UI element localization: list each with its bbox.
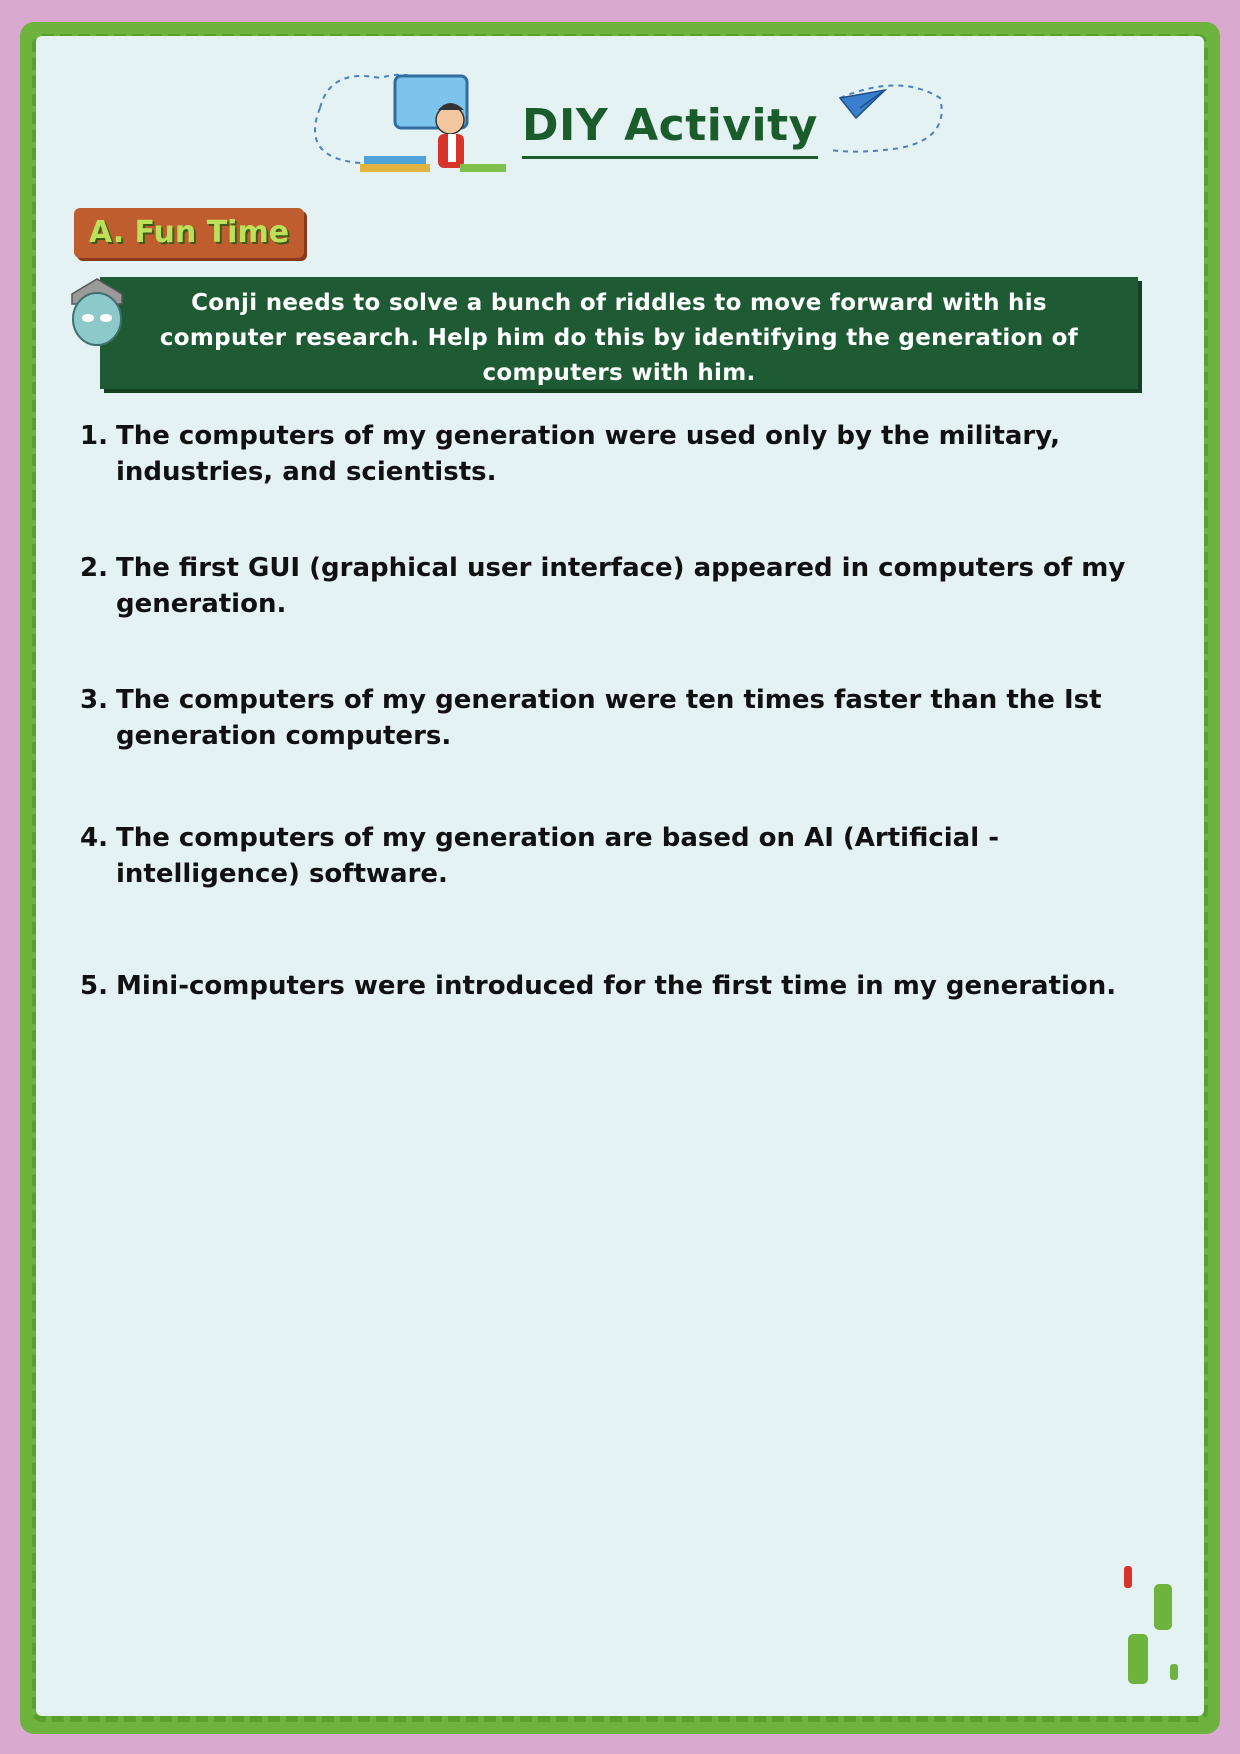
instruction-banner (100, 277, 1138, 389)
book-icon-2 (364, 156, 426, 164)
character-shirt (448, 134, 456, 162)
character-head (436, 106, 464, 134)
dashed-arc-right (830, 86, 942, 152)
item-text: The first GUI (graphical user interface) appeared in computers of my generation. (116, 553, 1126, 619)
book-icon-3 (460, 164, 506, 172)
section-label-text: A. Fun Time (88, 215, 290, 250)
robot-mascot-icon (62, 274, 132, 354)
item-text: The computers of my generation were used only by the military, industries, and scientists. (116, 421, 1061, 487)
list-item (80, 550, 1160, 622)
item-number: 1. (80, 421, 108, 451)
item-number: 4. (80, 823, 108, 853)
list-item (80, 682, 1160, 754)
page-title: DIY Activity (522, 102, 818, 159)
item-text: The computers of my generation are based on AI (Artificial - intelligence) software. (116, 823, 999, 889)
list-item (80, 820, 1160, 892)
item-number: 3. (80, 685, 108, 715)
item-text: The computers of my generation were ten times faster than the Ist generation computers. (116, 685, 1102, 751)
item-number: 2. (80, 553, 108, 583)
book-icon (360, 164, 430, 172)
instruction-text: Conji needs to solve a bunch of riddles to move forward with his computer research. Help him do this by identifying the generation of computers with him. (159, 290, 1079, 386)
activity-header (300, 68, 950, 188)
paint-stroke-decoration (1118, 1560, 1188, 1690)
list-item (80, 418, 1160, 490)
item-text: Mini-computers were introduced for the first time in my generation. (116, 971, 1117, 1001)
item-number: 5. (80, 971, 108, 1001)
list-item (80, 968, 1160, 1004)
section-label (74, 208, 304, 258)
